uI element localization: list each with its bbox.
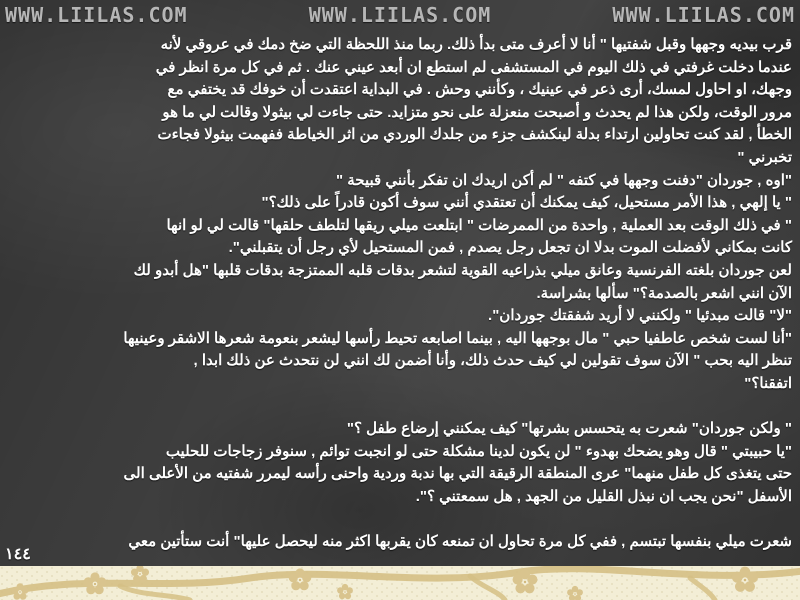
floral-pattern-image <box>0 566 800 600</box>
text-line: تخبرني " <box>737 148 792 166</box>
text-line: تنظر اليه بحب " الآن سوف تقولين لي كيف حدث ذلك، وأنا أضمن لك انني لن نتحدث عن ذلك ابدا , <box>193 352 792 370</box>
text-line: "لا" قالت مبدئيا " ولكنني لا أريد شفقتك جوردان". <box>488 307 792 325</box>
text-line: الآن انني اشعر بالصدمة؟" سألها بشراسة. <box>536 284 792 302</box>
text-line: مرور الوقت، ولكن هذا لم يحدث و أصبحت منعزلة على نحو متزايد. حتى جاءت لي بيثولا وقالت لي ما هو <box>162 103 792 121</box>
text-line <box>8 396 792 419</box>
watermark-text: WWW.LIILAS.COM <box>308 3 492 27</box>
text-block <box>0 27 800 554</box>
text-line: وجهك، او احاول لمسك، أرى ذعر في عينيك ، وكأنني وحش . في البداية اعتقدت أن خوفك قد يختفي مع <box>167 81 792 99</box>
text-line: شعرت ميلي بنفسها تبتسم , ففي كل مرة تحاول ان تمنعه كان يقربها اكثر منه ليحصل عليها" أنت ستأتين معي <box>128 533 792 551</box>
text-line: اتفقنا؟" <box>744 374 792 392</box>
text-line: لعن جوردان بلغته الفرنسية وعانق ميلي بذراعيه القوية لتشعر بدقات قلبه الممتزجة بدقات قلبها "هل أبدو لك <box>133 261 792 279</box>
text-line: كانت بمكاني لأفضلت الموت بدلا ان تجعل رجل يصدم , فمن المستحيل لأي رجل أن يتقبلني". <box>228 239 792 257</box>
watermark-row <box>0 0 800 27</box>
text-line: "يا حبيبتي " قال وهو يضحك بهدوء " لن يكون لدينا مشكلة حتى لو انجبت توائم , سنوفر زجاجات للحليب <box>165 442 792 460</box>
footer-floral-strip <box>0 566 800 600</box>
text-line: الأسفل "نحن يجب ان نبذل القليل من الجهد , هل سمعتني ؟". <box>415 487 792 505</box>
text-line: حتى يتغذى كل طفل منهما" عرى المنطقة الرقيقة التي بها ندبة وردية واحنى رأسه ليمرر شفتيه من الأعلى الى <box>123 465 792 483</box>
text-line: عندما دخلت غرفتي في ذلك اليوم في المستشفى لم استطع ان أبعد عيني عنك . ثم في كل مرة انظر في <box>155 58 792 76</box>
text-line: الخطأ , لقد كنت تحاولين ارتداء بدلة لينكشف جزء من جلدك الوردي من اثر الخياطة ففهمت بيثولا فجاءت <box>157 126 792 144</box>
text-line: قرب بيديه وجهها وقبل شفتيها " أنا لا أعرف متى بدأ ذلك. ربما منذ اللحظة التي ضخ دمك في عروقي لأنه <box>160 36 792 53</box>
text-line: " ولكن جوردان" شعرت به يتحسس بشرتها" كيف يمكنني إرضاع طفل ؟" <box>346 420 792 438</box>
text-line: "اوه , جوردان "دفنت وجهها في كتفه " لم أكن اريدك ان تفكر بأنني قبيحة " <box>335 171 792 189</box>
watermark-text: WWW.LIILAS.COM <box>612 3 795 27</box>
page-number: ١٤٤ <box>5 546 31 563</box>
watermark-text: WWW.LIILAS.COM <box>5 3 188 27</box>
text-line: " في ذلك الوقت بعد العملية , واحدة من الممرضات " ابتلعت ميلي ريقها لتلطف حلقها" قالت لي لو انها <box>166 216 792 234</box>
text-line: " يا إلهي , هذا الأمر مستحيل، كيف يمكنك أن تعتقدي أنني سوف أكون قادراً على ذلك؟" <box>261 194 792 212</box>
text-line: "أنا لست شخص عاطفيا حبي " مال بوجهها اليه , بينما اصابعه تحيط رأسها ليشعر بنعومة شعرها الاشقر وعينيها <box>123 329 792 347</box>
text-line <box>8 508 792 531</box>
